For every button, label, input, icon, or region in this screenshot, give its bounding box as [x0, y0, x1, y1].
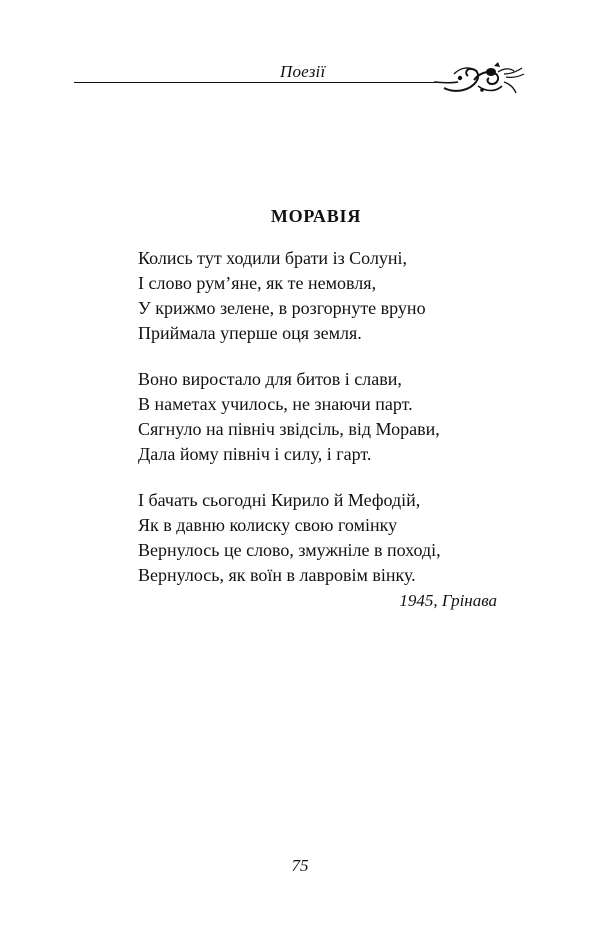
poem-title: МОРАВІЯ	[270, 206, 362, 226]
stanza	[138, 367, 518, 467]
poem-line: І слово рум’яне, як те немовля,	[138, 273, 377, 293]
running-header	[74, 58, 526, 98]
poem-line: Сягнуло на північ звідсіль, від Морави,	[138, 419, 440, 439]
poem	[138, 206, 518, 609]
poem-line: Вернулось це слово, змужніле в поході,	[138, 540, 441, 560]
poem-line: У крижмо зелене, в розгорнуте вруно	[138, 298, 426, 318]
stanza	[138, 488, 518, 588]
poem-line: Воно виростало для битов і слави,	[138, 369, 402, 389]
page-number: 75	[291, 856, 309, 875]
floral-vignette-icon	[434, 60, 526, 96]
poem-line: Як в давню колиску свою гомінку	[138, 515, 398, 535]
poem-line: Колись тут ходили брати із Солуні,	[138, 248, 408, 268]
poem-line: Приймала уперше оця земля.	[138, 323, 362, 343]
header-rule	[74, 82, 456, 83]
poem-line: В наметах училось, не знаючи парт.	[138, 394, 413, 414]
stanza	[138, 246, 518, 346]
running-title: Поезії	[280, 62, 326, 81]
poem-dateline: 1945, Грінава	[399, 591, 497, 610]
poem-line: І бачать сьогодні Кирило й Мефодій,	[138, 490, 421, 510]
poem-line: Дала йому північ і силу, і гарт.	[138, 444, 372, 464]
poem-line: Вернулось, як воїн в лавровім вінку.	[138, 565, 416, 585]
